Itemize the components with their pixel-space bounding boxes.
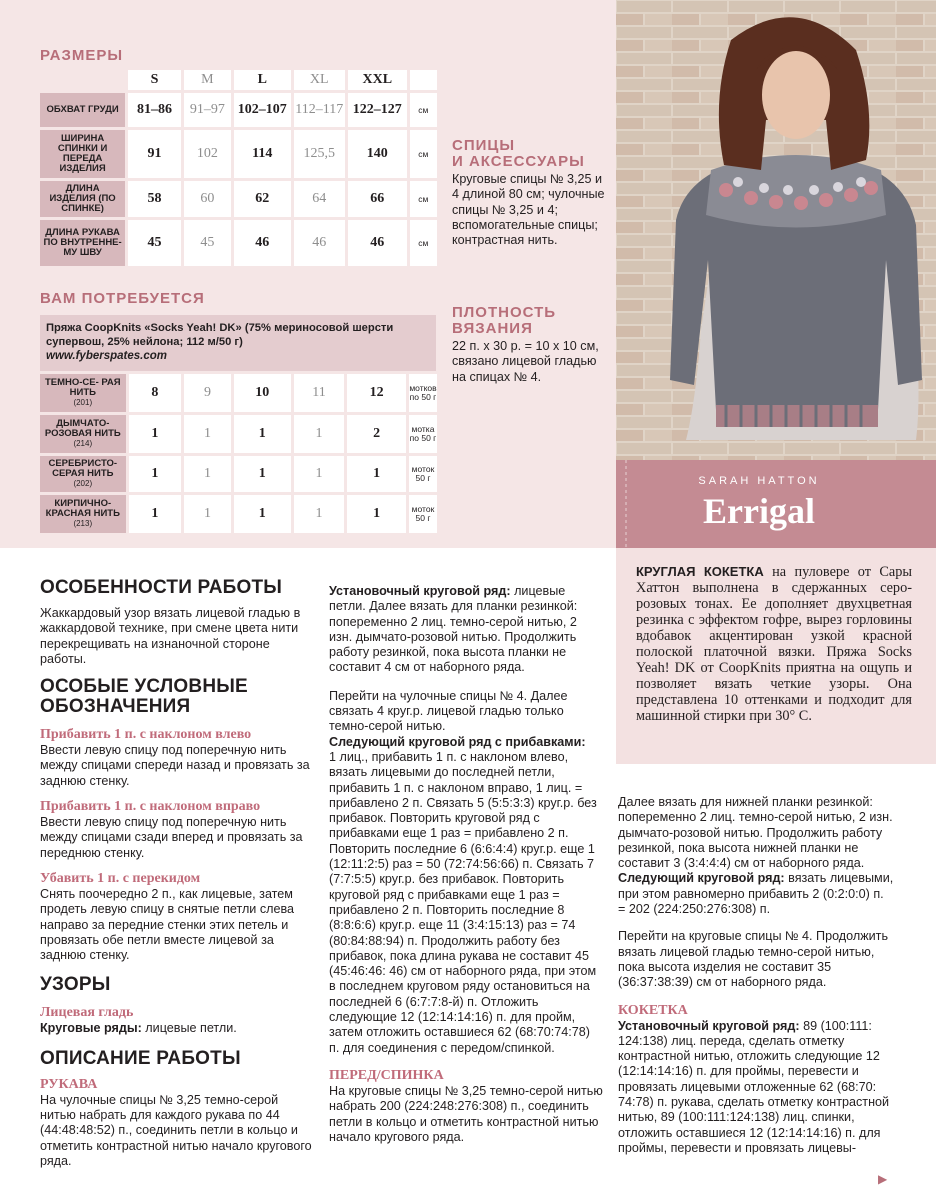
yarn-qty: 2 [347,415,406,453]
column-left [40,578,312,1169]
yarn-info-box [40,315,436,371]
size-row [40,181,437,217]
front-back-title: ПЕРЕД/СПИНКА [329,1067,444,1083]
yarn-qty: 1 [347,456,406,492]
next-row-text [618,871,894,917]
size-value: 114 [234,130,291,178]
column-middle [329,584,603,1145]
size-row-label: ОБХВАТ ГРУДИ [40,93,125,127]
size-row-label: ШИРИНА СПИНКИ И ПЕРЕДА ИЗДЕЛИЯ [40,130,125,178]
yarn-qty: 12 [347,374,406,412]
bottom-band-text: Далее вязать для нижней планки резинкой: попеременно 2 лиц. темно-серой нитью, 2 изн. дымчато-розовой нитью. Продолжить работу резинкой, пока высота нижней планки не составит 3 (3:4:4:4) см от наборного ряда. [618,795,893,871]
size-value: 45 [184,220,231,266]
yoke-text [618,1019,894,1157]
intro-box [616,548,936,764]
size-value: 60 [184,181,231,217]
yarn-row [40,374,437,412]
size-value: 46 [234,220,291,266]
designer-project-name: Errigal [703,491,815,531]
yarn-qty: 1 [129,456,182,492]
yarn-qty: 1 [129,415,182,453]
yarn-row [40,495,437,533]
size-value: 81–86 [128,93,181,127]
size-header: XL [294,70,345,90]
size-value: 140 [348,130,407,178]
size-unit: см [410,93,437,127]
size-header: L [234,70,291,90]
intro-body: на пуловере от Сары Хаттон выполнена в сдержанных серо-розовых тонах. Ее дополняет двухцветная резинка с эффектом гофре, вырез горловины вдобавок акцентирован узкой красной полоской платочной вязки. Пряжа Socks Yeah! DK от CoopKnits приятна на ощупь и позволяет вязать четкие узоры. Она представлена 10 оттенками и подходит для машинной стирки при 30° С. [636,564,912,724]
next-row-label: Следующий круговой ряд: [618,871,785,886]
sweater-photo [616,0,936,460]
size-row [40,93,437,127]
yarn-row [40,415,437,453]
yarn-color-name: ДЫМЧАТО- РОЗОВАЯ НИТЬ [44,418,121,439]
yarn-qty: 11 [294,374,345,412]
size-value: 112–117 [294,93,345,127]
yarn-qty: 1 [184,415,231,453]
gauge-block [452,305,612,385]
yarn-qty: 1 [129,495,182,533]
yarn-line-2: супервош, 25% нейлона; 112 м/50 г) [46,336,243,348]
symbol-inc-right-title: Прибавить 1 п. с наклоном вправо [40,799,261,815]
yarn-color-code: (202) [73,479,93,488]
description-title: ОПИСАНИЕ РАБОТЫ [40,1047,241,1069]
continue-arrow-icon: ▶ [878,1172,888,1186]
symbol-inc-left-title: Прибавить 1 п. с наклоном влево [40,727,252,743]
switch-needles-text: Перейти на чулочные спицы № 4. Далее связать 4 круг.р. лицевой гладью только темно-серой нитью. [329,688,568,734]
setup-row-body: лицевые петли. Далее вязать для планки резинкой: попеременно 2 лиц. темно-серой нитью, 2 изн. дымчато-розовой нитью. Продолжить работу резинкой, пока высота планки не составит 4 см от наборного ряда. [329,584,578,675]
symbol-inc-left-text: Ввести левую спицу под поперечную нить между спицами спереди назад и провязать за заднюю стенку. [40,743,310,788]
yarn-qty: 9 [184,374,231,412]
yarn-color-name: СЕРЕБРИСТО- СЕРАЯ НИТЬ [48,458,118,479]
size-value: 46 [348,220,407,266]
size-value: 122–127 [348,93,407,127]
needles-text: Круговые спицы № 3,25 и 4 длиной 80 см; чулочные спицы № 3,25 и 4; вспомогательные спицы; контрастная нить. [452,172,605,248]
gauge-text: 22 п. х 30 р. = 10 х 10 см, связано лицевой гладью на спицах № 4. [452,339,599,384]
symbols-title: ОСОБЫЕ УСЛОВНЫЕ ОБОЗНАЧЕНИЯ [40,676,248,718]
yarn-color-name: ТЕМНО-СЕ- РАЯ НИТЬ [44,377,121,398]
size-row-label: ДЛИНА ИЗДЕЛИЯ (ПО СПИНКЕ) [40,181,125,217]
sleeves-title: РУКАВА [40,1076,98,1092]
yarn-color-name: КИРПИЧНО- КРАСНАЯ НИТЬ [45,498,120,519]
size-value: 64 [294,181,345,217]
yarn-qty: 1 [347,495,406,533]
next-row-body: вязать лицевыми, при этом равномерно прибавить 2 (0:2:0:0) п. = 202 (224:250:276:308) п. [618,871,894,917]
size-unit: см [410,130,437,178]
yarn-color-label [40,456,126,492]
stockinette-text [40,1021,312,1036]
yarn-unit: мотка по 50 г [409,415,437,453]
yarn-color-code: (213) [73,519,93,528]
increase-row-label: Следующий круговой ряд с прибавками: [329,734,586,749]
designer-box [616,460,936,548]
size-header: M [184,70,231,90]
yarn-qty: 1 [184,495,231,533]
size-value: 102 [184,130,231,178]
designer-author: SARAH HATTON [698,475,820,487]
symbol-dec-title: Убавить 1 п. с перекидом [40,870,201,886]
size-row [40,130,437,178]
needles-block [452,138,612,248]
patterns-title: УЗОРЫ [40,974,111,996]
yarn-unit: мотков по 50 г [409,374,437,412]
intro-text [636,564,912,724]
yarn-qty: 8 [129,374,182,412]
materials-title: ВАМ ПОТРЕБУЕТСЯ [40,290,205,307]
size-value: 91–97 [184,93,231,127]
yarn-line-1: Пряжа CoopKnits «Socks Yeah! DK» (75% мериносовой шерсти [46,322,394,334]
needles-title-2: И АКСЕССУАРЫ [452,153,585,170]
needles-title: СПИЦЫ [452,137,516,154]
column-right [618,795,894,1156]
yarn-color-label [40,374,126,412]
size-value: 102–107 [234,93,291,127]
sizes-header-row [40,70,437,90]
size-value: 46 [294,220,345,266]
stockinette-label: Круговые ряды: [40,1021,142,1036]
yarn-qty: 1 [184,456,231,492]
circular-needles-text: Перейти на круговые спицы № 4. Продолжить вязать лицевой гладью темно-серой нитью, пока высота изделия не составит 35 (36:37:38:39) см от наборного ряда. [618,929,889,990]
setup-row-label: Установочный круговой ряд: [329,584,511,598]
yarn-qty: 1 [294,456,345,492]
symbol-inc-right-text: Ввести левую спицу под поперечную нить между спицами сзади вперед и провязать за переднюю стенку. [40,815,303,860]
stockinette-title: Лицевая гладь [40,1005,134,1021]
yarn-unit: моток 50 г [409,495,437,533]
size-row-label: ДЛИНА РУКАВА ПО ВНУТРЕННЕ- МУ ШВУ [40,220,125,266]
sizes-title: РАЗМЕРЫ [40,47,124,64]
size-value: 58 [128,181,181,217]
yarn-qty: 1 [234,495,291,533]
yarn-color-label [40,495,126,533]
model-illustration [616,0,936,460]
yoke-title: КОКЕТКА [618,1002,688,1018]
stockinette-body: лицевые петли. [141,1021,237,1036]
size-value: 62 [234,181,291,217]
yarn-color-code: (214) [73,439,93,448]
yarn-qty: 1 [294,495,345,533]
size-header: XXL [348,70,407,90]
yoke-body: 89 (100:111: 124:138) лиц. переда, сделать отметку контрастной нитью, отложить следующие 12 (12:14:14:16) п. для проймы, перевести и провязать лицевыми отложенные 62 (68:70: 74:78) п. рукава, сделать отметку контрастной нитью, 89 (100:111:124:138) лиц. спинки, отложить оставшиеся 12 (12:14:14:16) п. для проймы, перевести и провязать лицевы- [618,1018,890,1155]
sizes-table [37,67,440,269]
materials-table [37,371,440,536]
features-title: ОСОБЕННОСТИ РАБОТЫ [40,577,283,598]
increase-row-text: 1 лиц., прибавить 1 п. с наклоном влево, вязать лицевыми до последней петли, прибавить 1 п. с наклоном вправо, 1 лиц. = прибавлено 2 п. Связать 5 (5:5:3:3) круг.р. без прибавок. Повторить круговой ряд с прибавками еще 1 раз = прибавлено 2 п. Повторить последние 6 (6:6:4:4) круг.р. еще 1 (12:11:2:5) раз = 50 (72:74:56:66) п. Связать 7 (7:7:5:5) круг.р. без прибавок. Повторить круговой ряд с прибавками еще 1 раз = прибавлено 2 п. Повторить последние 8 (8:8:6:6) круг.р. еще 11 (3:4:15:13) раз = 74 (80:84:88:94) п. Продолжить работу без прибавок, пока длина рукава не составит 45 (45:46:46: 46) см от наборного ряда, при этом в последнем круговом ряду остановиться на последней 6 (6:7:7:8-й) п. Отложить следующие 12 (12:14:14:16) п. для пройм, затем отложить оставшиеся 62 (68:70:74:78) п. для соединения с передом/спинкой. [329,749,597,1055]
intro-lead: КРУГЛАЯ КОКЕТКА [636,564,764,579]
features-text: Жаккардовый узор вязать лицевой гладью в жаккардовой технике, при смене цвета нити перекрещивать на изнаночной стороне работы. [40,606,301,666]
yarn-qty: 1 [234,415,291,453]
setup-row-text [329,584,603,676]
size-unit: см [410,220,437,266]
gauge-title: ПЛОТНОСТЬ [452,304,557,321]
size-unit: см [410,181,437,217]
size-row [40,220,437,266]
yarn-qty: 1 [294,415,345,453]
yarn-row [40,456,437,492]
yarn-qty: 1 [234,456,291,492]
gauge-title-2: ВЯЗАНИЯ [452,320,533,337]
sleeves-text: На чулочные спицы № 3,25 темно-серой нитью набрать для каждого рукава по 44 (44:48:48:52) п., соединить петли в кольцо и отметить контрастной нитью начало кругового ряда. [40,1092,312,1168]
size-value: 66 [348,181,407,217]
yarn-url: www.fyberspates.com [46,350,168,362]
yoke-label: Установочный круговой ряд: [618,1018,800,1033]
yarn-color-code: (201) [73,398,93,407]
yarn-color-label [40,415,126,453]
yarn-qty: 10 [234,374,291,412]
yarn-unit: моток 50 г [409,456,437,492]
size-value: 45 [128,220,181,266]
size-value: 91 [128,130,181,178]
size-value: 125,5 [294,130,345,178]
front-back-text: На круговые спицы № 3,25 темно-серой нитью набрать 200 (224:248:276:308) п., соединить петли в кольцо и отметить контрастной нитью начало кругового ряда. [329,1083,603,1144]
symbol-dec-text: Снять поочередно 2 п., как лицевые, затем продеть левую спицу в снятые петли слева направо за передние стенки этих петель и провязать обе петли вместе лицевой за заднюю стенку. [40,886,295,963]
size-header: S [128,70,181,90]
